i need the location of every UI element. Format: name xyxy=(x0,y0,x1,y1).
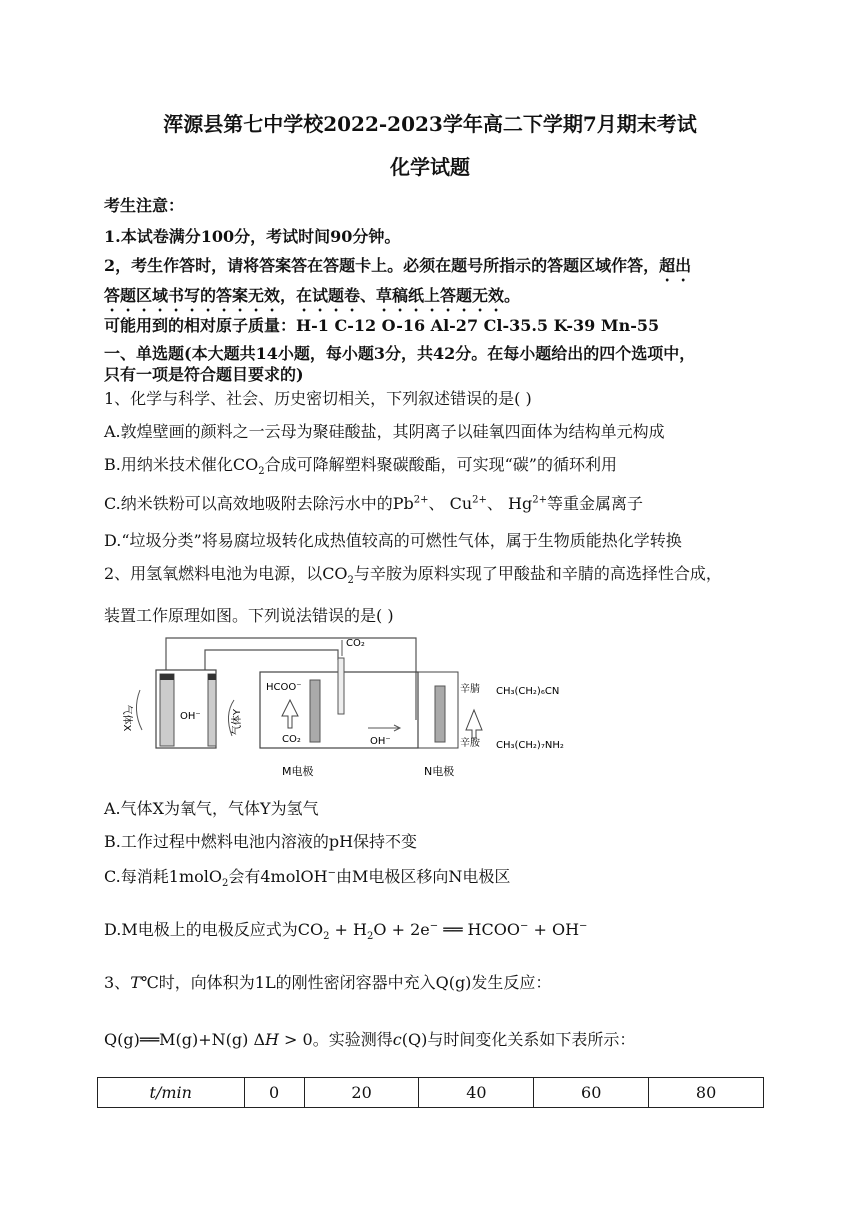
q1-stem: 1、化学与科学、社会、历史密切相关，下列叙述错误的是( ) xyxy=(104,389,532,408)
n-electrode xyxy=(435,686,445,742)
section-1-heading-cont: 只有一项是符合题目要求的) xyxy=(104,365,304,384)
co2-bottom-label: CO₂ xyxy=(282,734,301,745)
q3-data-table xyxy=(97,1077,764,1108)
q1-option-b: B.用纳米技术催化$CO_2$合成可降解塑料聚碳酸酯，可实现“碳”的循环利用 xyxy=(104,455,617,478)
mid-oh-label: OH⁻ xyxy=(370,736,391,747)
table-cell: 80 xyxy=(649,1078,764,1108)
page-subtitle: 化学试题 xyxy=(390,155,470,179)
table-cell: 20 xyxy=(304,1078,419,1108)
gas-y-label: 气体Y xyxy=(232,708,243,736)
co2-top-label: CO₂ xyxy=(346,638,365,649)
table-cell: 60 xyxy=(534,1078,649,1108)
table-cell: 40 xyxy=(419,1078,534,1108)
q2-option-a: A.气体X为氧气，气体Y为氢气 xyxy=(104,799,319,818)
note-2: 2，考生作答时，请将答案答在答题卡上。必须在题号所指示的答题区域作答，超出 xyxy=(104,256,692,275)
formula-octanenitrile: CH₃(CH₂)₆CN xyxy=(496,686,560,697)
table-cell: 0 xyxy=(244,1078,304,1108)
q3-stem: 3、T℃时，向体积为1L的刚性密闭容器中充入Q(g)发生反应： xyxy=(104,973,552,992)
xinan-label: 辛胺 xyxy=(460,738,480,749)
q2-stem: 2、用氢氧燃料电池为电源，以$CO_2$与辛胺为原料实现了甲酸盐和辛腈的高选择性合成， xyxy=(104,564,722,587)
page-title: 浑源县第七中学校2022-2023学年高二下学期7月期末考试 xyxy=(163,112,697,136)
table-cell: t/min xyxy=(98,1078,245,1108)
n-electrode-label: N电极 xyxy=(424,765,455,778)
membrane xyxy=(338,658,344,714)
q1-option-a: A.敦煌壁画的颜料之一云母为聚硅酸盐，其阴离子以硅氧四面体为结构单元构成 xyxy=(104,422,665,441)
q3-stem-cont: Q(g)══M(g)+N(g) ΔH > 0。实验测得c(Q)与时间变化关系如下表所示： xyxy=(104,1030,636,1049)
formula-octylamine: CH₃(CH₂)₇NH₂ xyxy=(496,740,564,751)
fuel-oh-label: OH⁻ xyxy=(180,711,201,722)
q2-option-b: B.工作过程中燃料电池内溶液的pH保持不变 xyxy=(104,832,418,851)
xinjing-label: 辛腈 xyxy=(460,684,480,695)
q2-option-d: D.M电极上的电极反应式为$CO_2 + H_2O + 2e^-$ ══ HCOO− + OH− xyxy=(104,920,588,943)
atomic-masses: 可能用到的相对原子质量：H-1 C-12 O-16 Al-27 Cl-35.5 K-39 Mn-55 xyxy=(104,316,660,335)
gas-x-label: 气体X xyxy=(121,704,132,732)
q2-option-c: C.每消耗1molO$_2$会有4molOH−由M电极区移向N电极区 xyxy=(104,867,511,890)
q2-stem-cont: 装置工作原理如图。下列说法错误的是( ) xyxy=(104,606,394,625)
right-electrode xyxy=(208,674,216,746)
q1-option-c: C.纳米铁粉可以高效地吸附去除污水中的$Pb^{2+}$、 $Cu^{2+}$、 $Hg^{2+}$等重金属离子 xyxy=(104,494,643,513)
left-electrode xyxy=(160,674,174,746)
note-2-cont: 答题区域书写的答案无效，在试题卷、草稿纸上答题无效。 xyxy=(104,286,521,305)
electrolysis-diagram xyxy=(110,630,590,780)
m-electrode-label: M电极 xyxy=(282,765,314,778)
section-1-heading: 一、单选题(本大题共14小题，每小题3分，共42分。在每小题给出的四个选项中， xyxy=(104,344,696,363)
hcoo-label: HCOO⁻ xyxy=(266,682,302,693)
notes-heading: 考生注意： xyxy=(104,196,185,215)
m-electrode xyxy=(310,680,320,742)
table-row xyxy=(98,1078,764,1108)
q1-option-d: D.“垃圾分类”将易腐垃圾转化成热值较高的可燃性气体，属于生物质能热化学转换 xyxy=(104,531,682,550)
note-1: 1.本试卷满分100分，考试时间90分钟。 xyxy=(104,227,401,246)
